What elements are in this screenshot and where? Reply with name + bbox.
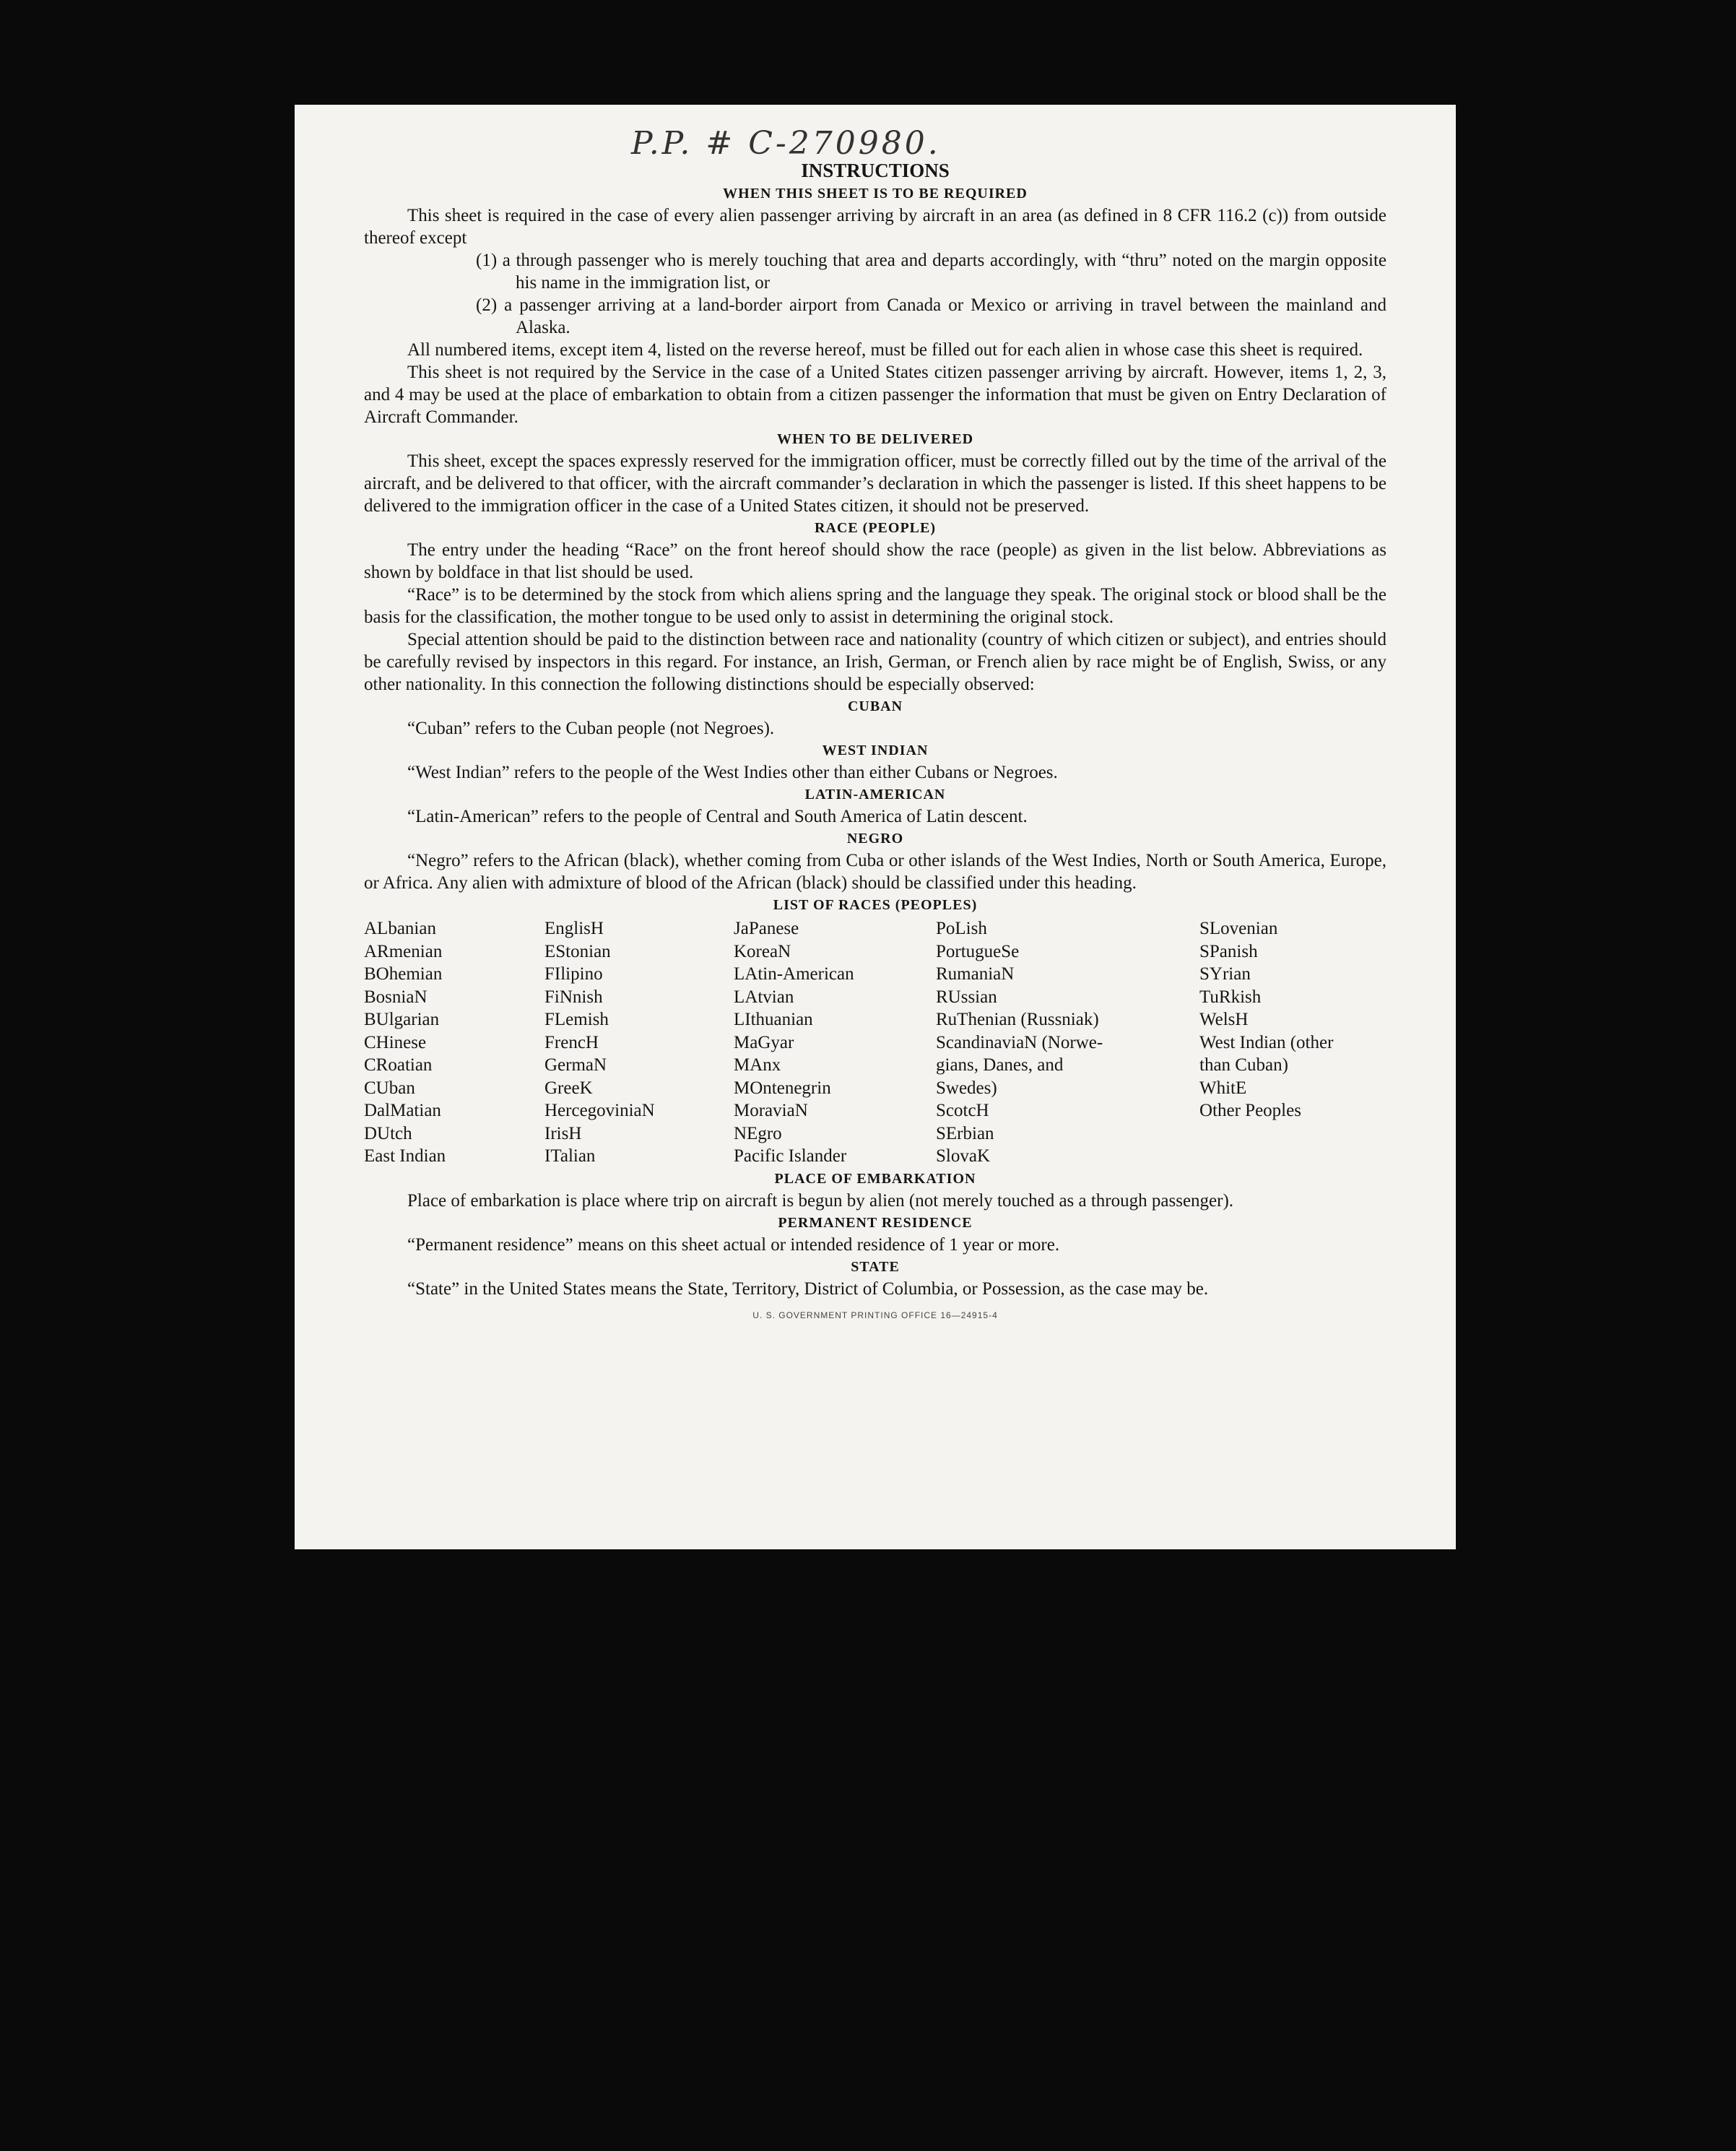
race-entry: ITalian	[544, 1146, 596, 1166]
race-entry: BUlgarian	[364, 1010, 440, 1029]
race-entry: LAtin-American	[734, 964, 854, 984]
heading-when-delivered: WHEN TO BE DELIVERED	[776, 431, 974, 447]
race-entry: Pacific Islander	[734, 1146, 847, 1166]
race-entry: gians, Danes, and	[936, 1055, 1064, 1075]
printing-office-footer: U. S. GOVERNMENT PRINTING OFFICE 16—24915-4	[752, 1310, 998, 1320]
heading-latin-american: LATIN-AMERICAN	[804, 787, 946, 802]
heading-race: RACE (PEOPLE)	[815, 520, 936, 536]
para-residence: “Permanent residence” means on this sheet actual or intended residence of 1 year or more.	[407, 1234, 1060, 1255]
races-column-3	[734, 917, 936, 1168]
race-entry: West Indian (other	[1199, 1032, 1334, 1052]
race-entry: RuThenian (Russniak)	[936, 1010, 1099, 1029]
race-entry: JaPanese	[734, 919, 799, 938]
race-entry: RUssian	[936, 987, 997, 1007]
handwritten-note: P.P. # C-270980.	[631, 125, 941, 162]
heading-negro: NEGRO	[846, 831, 904, 847]
race-entry: DUtch	[364, 1123, 412, 1143]
heading-when-required: WHEN THIS SHEET IS TO BE REQUIRED	[723, 186, 1028, 202]
race-entry: NEgro	[734, 1123, 782, 1143]
para-race-2: “Race” is to be determined by the stock from which aliens spring and the language they speak. The original stock or blood shall be the basis for the classification, the mother tongue to be used only to assist in determining the original stock.	[364, 585, 1386, 627]
race-entry: CUban	[364, 1078, 415, 1098]
para-when-delivered: This sheet, except the spaces expressly reserved for the immigration officer, must be correctly filled out by the time of the arrival of the aircraft, and be delivered to that officer, with the aircraft commander’s declaration in which the passenger is listed. If this sheet happens to be delivered to the immigration officer in the case of a United States citizen, it should not be preserved.	[364, 451, 1386, 516]
para-numbered-items: All numbered items, except item 4, listed on the reverse hereof, must be filled out for each alien in whose case this sheet is required.	[407, 340, 1363, 360]
race-entry: HercegoviniaN	[544, 1101, 655, 1120]
race-entry: WhitE	[1199, 1078, 1247, 1098]
race-entry: KoreaN	[734, 941, 791, 961]
race-entry: Swedes)	[936, 1078, 997, 1098]
race-entry: DalMatian	[364, 1101, 441, 1120]
para-citizen: This sheet is not required by the Service in the case of a United States citizen passenger arriving by aircraft. However, items 1, 2, 3, and 4 may be used at the place of embarkation to obtain from a citizen passenger the information that must be given on Entry Declaration of Aircraft Commander.	[364, 363, 1386, 427]
list-item-1: (1) a through passenger who is merely touching that area and departs accordingly, with “thru” noted on the margin opposite his name in the immigration list, or	[476, 251, 1386, 293]
heading-residence: PERMANENT RESIDENCE	[778, 1214, 973, 1231]
race-entry: EnglisH	[544, 919, 604, 938]
heading-state: STATE	[851, 1258, 900, 1275]
race-entry: FLemish	[544, 1010, 609, 1029]
race-entry: FrencH	[544, 1032, 599, 1052]
races-column-5	[1199, 917, 1387, 1168]
race-entry: LAtvian	[734, 987, 794, 1007]
race-entry: CHinese	[364, 1032, 427, 1052]
race-entry: MAnx	[734, 1055, 781, 1075]
para-state: “State” in the United States means the State, Territory, District of Columbia, or Possession, as the case may be.	[407, 1278, 1209, 1299]
race-entry: MOntenegrin	[734, 1078, 831, 1098]
race-entry: SYrian	[1199, 964, 1251, 984]
heading-cuban: CUBAN	[847, 698, 903, 714]
race-entry: RumaniaN	[936, 964, 1015, 984]
race-entry: GreeK	[544, 1078, 593, 1098]
para-when-required-intro: This sheet is required in the case of every alien passenger arriving by aircraft in an area (as defined in 8 CFR 116.2 (c)) from outside thereof except	[364, 206, 1386, 248]
race-entry: SlovaK	[936, 1146, 990, 1166]
race-entry: ScandinaviaN (Norwe-	[936, 1032, 1103, 1052]
races-column-4	[936, 917, 1199, 1168]
para-cuban: “Cuban” refers to the Cuban people (not Negroes).	[407, 719, 775, 738]
race-entry: TuRkish	[1199, 987, 1262, 1007]
race-entry: IrisH	[544, 1123, 582, 1143]
races-column-1	[364, 917, 544, 1168]
races-column-2	[544, 917, 734, 1168]
race-entry: GermaN	[544, 1055, 607, 1075]
race-entry: MoraviaN	[734, 1101, 808, 1120]
races-list	[364, 917, 1386, 1168]
race-entry: FIlipino	[544, 964, 603, 984]
race-entry: BOhemian	[364, 964, 443, 984]
race-entry: SErbian	[936, 1123, 994, 1143]
document-sheet	[295, 105, 1456, 1549]
heading-embarkation: PLACE OF EMBARKATION	[774, 1170, 976, 1187]
race-entry: ALbanian	[364, 919, 436, 938]
heading-west-indian: WEST INDIAN	[822, 743, 929, 758]
para-embarkation: Place of embarkation is place where trip on aircraft is begun by alien (not merely touched as a through passenger).	[407, 1190, 1234, 1211]
race-entry: CRoatian	[364, 1055, 433, 1075]
race-entry: BosniaN	[364, 987, 428, 1007]
race-entry: FiNnish	[544, 987, 603, 1007]
race-entry: PoLish	[936, 919, 987, 938]
race-entry: WelsH	[1199, 1010, 1249, 1029]
heading-list-of-races: LIST OF RACES (PEOPLES)	[773, 897, 978, 913]
race-entry: MaGyar	[734, 1032, 794, 1052]
para-race-1: The entry under the heading “Race” on the front hereof should show the race (people) as given in the list below. Abbreviations as shown by boldface in that list should be used.	[364, 540, 1386, 582]
list-item-2: (2) a passenger arriving at a land-border airport from Canada or Mexico or arriving in travel between the mainland and Alaska.	[476, 295, 1386, 337]
para-west-indian: “West Indian” refers to the people of the West Indies other than either Cubans or Negroes.	[407, 763, 1058, 782]
race-entry: ScotcH	[936, 1101, 989, 1120]
race-entry: East Indian	[364, 1146, 446, 1166]
race-entry: than Cuban)	[1199, 1055, 1288, 1075]
race-entry: Other Peoples	[1199, 1101, 1301, 1120]
para-negro: “Negro” refers to the African (black), whether coming from Cuba or other islands of the West Indies, North or South America, Europe, or Africa. Any alien with admixture of blood of the African (black) should be classified under this heading.	[364, 851, 1386, 893]
race-entry: LIthuanian	[734, 1010, 813, 1029]
para-race-3: Special attention should be paid to the distinction between race and nationality (country of which citizen or subject), and entries should be carefully revised by inspectors in this regard. For instance, an Irish, German, or French alien by race might be of English, Swiss, or any other nationality. In this connection the following distinctions should be especially observed:	[364, 630, 1386, 694]
race-entry: SLovenian	[1199, 919, 1278, 938]
para-latin-american: “Latin-American” refers to the people of Central and South America of Latin descent.	[407, 807, 1028, 826]
race-entry: PortugueSe	[936, 941, 1020, 961]
race-entry: ARmenian	[364, 941, 443, 961]
race-entry: EStonian	[544, 941, 611, 961]
page-title: INSTRUCTIONS	[801, 160, 950, 181]
race-entry: SPanish	[1199, 941, 1258, 961]
